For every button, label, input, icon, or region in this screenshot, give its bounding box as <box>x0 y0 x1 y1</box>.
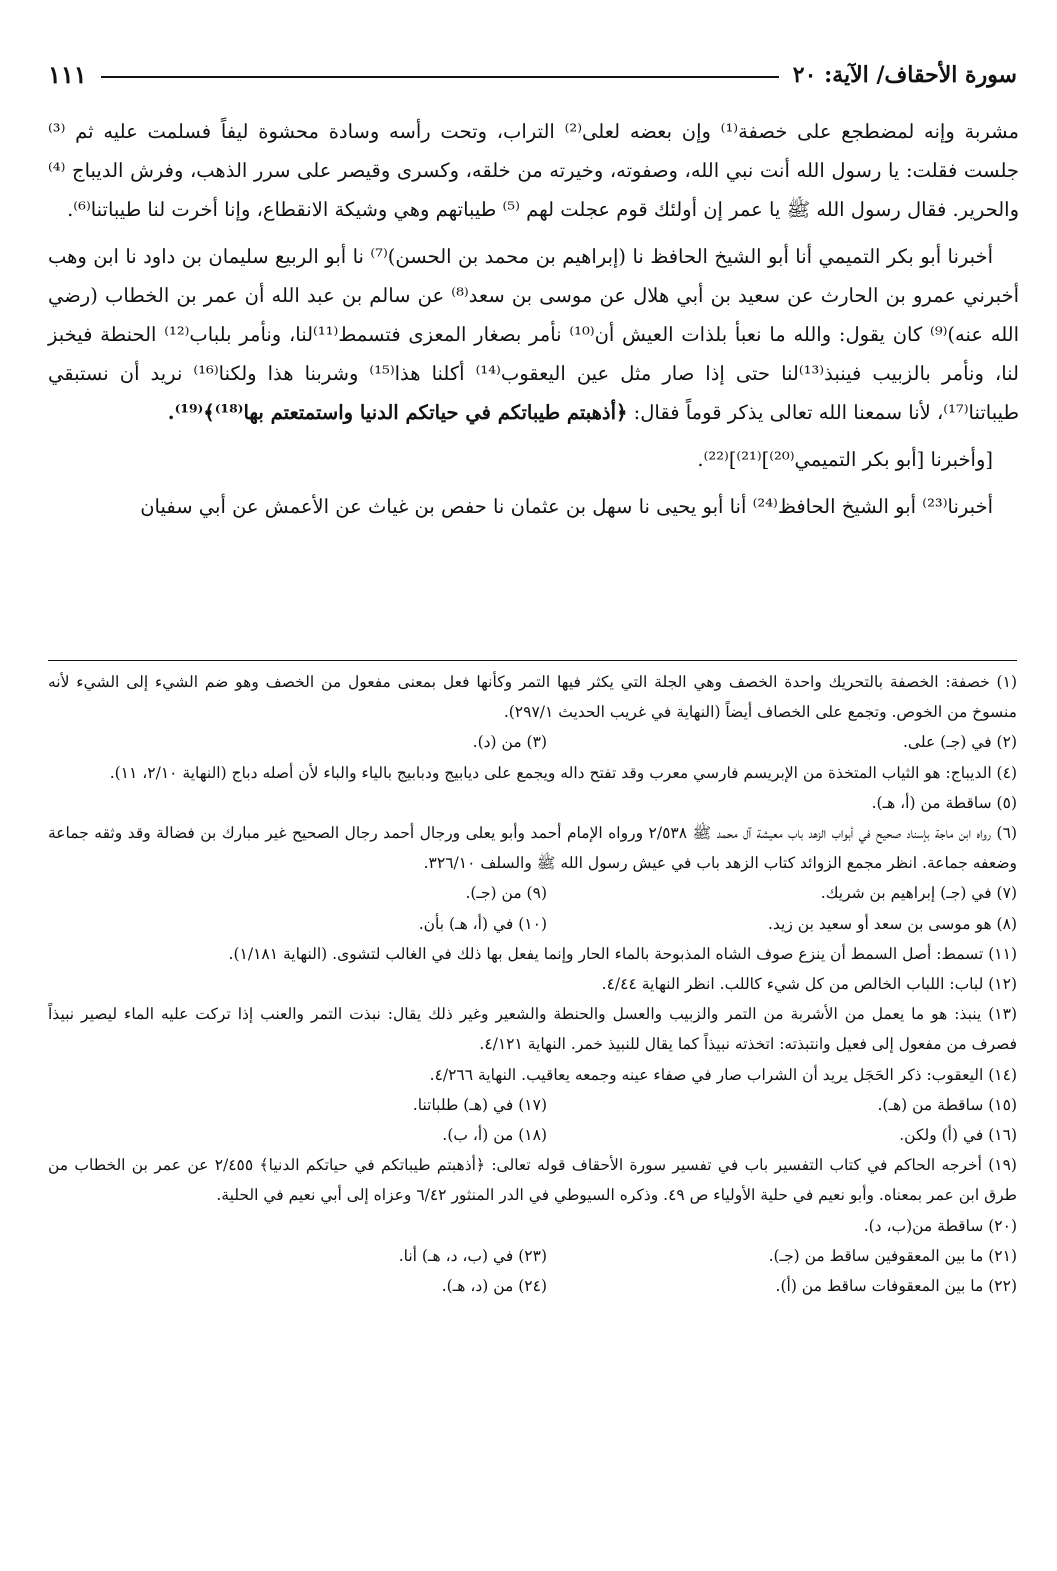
footnote-row <box>48 1271 1017 1301</box>
footnote: (٧) في (جـ) إبراهيم بن شريك. <box>820 884 1017 903</box>
footnote: (١٧) في (هـ) طلباتنا. <box>412 1095 547 1114</box>
footnote-row <box>48 1120 1017 1150</box>
header-rule <box>101 76 779 78</box>
quran-verse: ﴿أذهبتم طيباتكم في حياتكم الدنيا واستمتعتم بها⁽¹⁸⁾﴾⁽¹⁹⁾. <box>167 401 628 424</box>
footnote: (٢٣) في (ب، د، هـ) أنا. <box>398 1246 547 1265</box>
page-number: ١١١ <box>48 60 87 89</box>
footnote: (٢٠) ساقطة من(ب، د). <box>863 1216 1017 1235</box>
main-text <box>48 112 1019 534</box>
footnote: (٣) من (د). <box>472 733 547 752</box>
footnote: (١٣) ينبذ: هو ما يعمل من الأشربة من التمر والزبيب والعسل والحنطة والشعير وغير ذلك يقال: نبذت التمر والعنب إذا تركت عليه الماء ليصير نبيذاً فصرف من مفعول إلى فعيل وانتبذته: اتخذته نبيذاً كما يقال للنبيذ خمر. النهاية ٤/١٢١. <box>48 1005 1017 1054</box>
paragraph: أخبرنا⁽²³⁾ أبو الشيخ الحافظ⁽²⁴⁾ أنا أبو يحيى نا سهل بن عثمان نا حفص بن غياث عن الأعمش عن أبي سفيان <box>140 495 993 518</box>
paragraph-text: أخبرنا أبو بكر التميمي أنا أبو الشيخ الحافظ نا (إبراهيم بن محمد بن الحسن)⁽⁷⁾ نا أبو الربيع سليمان بن داود نا ابن وهب أخبرني عمرو بن الحارث عن سعيد بن أبي هلال عن موسى بن سعد⁽⁸⁾ عن سالم بن عبد الله أن عمر بن الخطاب (رضي الله عنه)⁽⁹⁾ كان يقول: والله ما نعبأ بلذات العيش أن⁽¹⁰⁾ نأمر بصغار المعزى فتسمط⁽¹¹⁾لنا، ونأمر بلباب⁽¹²⁾ الحنطة فيخبز لنا، ونأمر بالزبيب فينبذ⁽¹³⁾لنا حتى إذا صار مثل عين اليعقوب⁽¹⁴⁾ أكلنا هذا⁽¹⁵⁾ وشربنا هذا ولكنا⁽¹⁶⁾ نريد أن نستبقي طيباتنا⁽¹⁷⁾، لأنا سمعنا الله تعالى يذكر قوماً فقال: <box>48 245 1020 424</box>
footnote-row <box>48 727 1017 757</box>
footnote-row <box>48 1241 1017 1271</box>
footnote-separator <box>48 660 1017 661</box>
page-header <box>48 60 1017 89</box>
footnote: (٢٤) من (د، هـ). <box>441 1277 547 1296</box>
footnote: (٤) الديباج: هو الثياب المتخذة من الإبريسم فارسي معرب وقد تفتح داله ويجمع على ديابيج ودبابيج بالياء والباء لأن أصله دباج (النهاية ٢/١٠، ١١). <box>109 763 1017 782</box>
footnote-row <box>48 1090 1017 1120</box>
footnote: (١٢) لباب: اللباب الخالص من كل شيء كاللب. انظر النهاية ٤/٤٤. <box>601 975 1017 994</box>
footnote: (٥) ساقطة من (أ، هـ). <box>871 793 1017 812</box>
footnote: (١٠) في (أ، هـ) بأن. <box>418 914 547 933</box>
footnote: (١٥) ساقطة من (هـ). <box>877 1095 1017 1114</box>
footnote: (٦) رواه ابن ماجة بإسناد صحيح في أبواب الزهد باب معيشة آل محمد ﷺ ٢/٥٣٨ ورواه الإمام أحمد وأبو يعلى ورجال أحمد رجال الصحيح غير مبارك بن فضالة وقد وثقه جماعة وضعفه جماعة. انظر مجمع الزوائد كتاب الزهد باب في عيش رسول الله ﷺ والسلف ٣٢٦/١٠. <box>48 824 1017 873</box>
footnote: (١٩) أخرجه الحاكم في كتاب التفسير باب في تفسير سورة الأحقاف قوله تعالى: ﴿أذهبتم طيباتكم في حياتكم الدنيا﴾ ٢/٤٥٥ عن عمر بن الخطاب من طرق ابن عمر بمعناه. وأبو نعيم في حلية الأولياء ص ٤٩. وذكره السيوطي في الدر المنثور ٦/٤٢ وعزاه إلى أبي نعيم في الحلية. <box>48 1156 1017 1205</box>
footnote: (٩) من (جـ). <box>465 884 547 903</box>
footnote: (٨) هو موسى بن سعد أو سعيد بن زيد. <box>767 914 1017 933</box>
paragraph <box>48 237 1019 432</box>
paragraph: [وأخبرنا [أبو بكر التميمي⁽²⁰⁾]⁽²¹⁾]⁽²²⁾. <box>697 448 993 471</box>
footnote: (١٨) من (أ، ب). <box>442 1126 547 1145</box>
footnote: (١٦) في (أ) ولكن. <box>899 1126 1017 1145</box>
footnote-row <box>48 878 1017 908</box>
footnotes <box>48 667 1017 1301</box>
footnote: (٢١) ما بين المعقوفين ساقط من (جـ). <box>768 1246 1017 1265</box>
footnote: (١٤) اليعقوب: ذكر الحَجَل يريد أن الشراب صار في صفاء عينه وجمعه يعاقيب. النهاية ٤/٢٦٦. <box>429 1065 1017 1084</box>
running-title: سورة الأحقاف/ الآية: ٢٠ <box>792 61 1017 88</box>
footnote: (٢) في (جـ) على. <box>903 733 1017 752</box>
footnote-row <box>48 909 1017 939</box>
footnote: (٢٢) ما بين المعقوفات ساقط من (أ). <box>775 1277 1017 1296</box>
paragraph: مشربة وإنه لمضطجع على خصفة⁽¹⁾ وإن بعضه لعلى⁽²⁾ التراب، وتحت رأسه وسادة محشوة ليفاً فسلمت عليه ثم ⁽³⁾ جلست فقلت: يا رسول الله أنت نبي الله، وصفوته، وخيرته من خلقه، وكسرى وقيصر على سرر الذهب، وفرش الديباج ⁽⁴⁾ والحرير. فقال رسول الله ﷺ يا عمر إن أولئك قوم عجلت لهم ⁽⁵⁾ طيباتهم وهي وشيكة الانقطاع، وإنا أخرت لنا طيباتنا⁽⁶⁾. <box>48 120 1020 221</box>
footnote: (١١) تسمط: أصل السمط أن ينزع صوف الشاه المذبوحة بالماء الحار وإنما يفعل بها ذلك في الغالب لتشوى. (النهاية ١/١٨١). <box>228 944 1017 963</box>
footnote: (١) خصفة: الخصفة بالتحريك واحدة الخصف وهي الجلة التي يكثر فيها التمر وكأنها فعل بمعنى مفعول من الخصف وهو ضم الشيء إلى الشيء لأنه منسوخ من الخوص. وتجمع على الخصاف أيضاً (النهاية في غريب الحديث ٢٩٧/١). <box>48 673 1017 722</box>
